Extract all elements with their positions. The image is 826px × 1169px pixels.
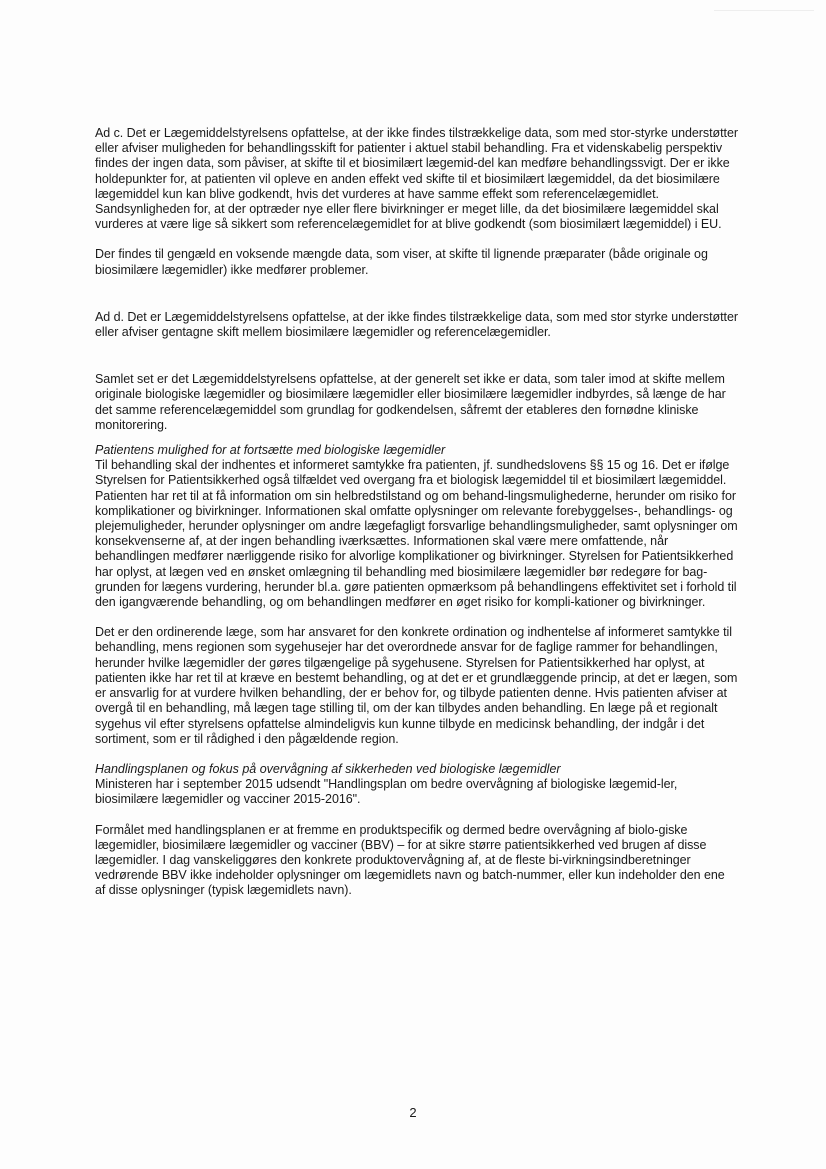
paragraph-ad-c: Ad c. Det er Lægemiddelstyrelsens opfattelse, at der ikke findes tilstrækkelige data, som med stor-styrke understøtter eller afviser muligheden for behandlingsskift for patienter i aktuel stabil behandling. Fra et videnskabelig perspektiv findes der ingen data, som påviser, at skifte til et biosimilært lægemid-del kan medføre behandlingssvigt. Der er ikke holdepunkter for, at patienten vil opleve en anden effekt ved skifte til et biosimilært lægemiddel, da det biosimilære lægemiddel kun kan blive godkendt, hvis det vurderes at have samme effekt som referencelægemidlet. Sandsynligheden for, at der optræder nye eller flere bivirkninger er meget lille, da det biosimilære lægemiddel skal vurderes at være lige så sikkert som referencelægemidlet for at blive godkendt (som biosimilært lægemiddel) i EU.	[95, 126, 738, 232]
document-body	[95, 126, 738, 899]
section-heading-action-plan: Handlingsplanen og fokus på overvågning af sikkerheden ved biologiske lægemidler	[95, 761, 561, 776]
paragraph-informed-consent: Til behandling skal der indhentes et informeret samtykke fra patienten, jf. sundhedslovens §§ 15 og 16. Det er ifølge Styrelsen for Patientsikkerhed også tilfældet ved overgang fra et biologisk lægemiddel til et biosimilært lægemiddel. Patienten har ret til at få information om sin helbredstilstand og om behand-lingsmulighederne, herunder om risiko for komplikationer og bivirkninger. Informationen skal omfatte oplysninger om relevante forebyggelses-, behandlings- og plejemuligheder, herunder oplysninger om andre lægefagligt forsvarlige behandlingsmuligheder, samt oplysninger om konsekvenserne af, at der ingen behandling iværksættes. Informationen skal være mere omfattende, når behandlingen medfører nærliggende risiko for alvorlige komplikationer og bivirkninger. Styrelsen for Patientsikkerhed har oplyst, at lægen ved en ønsket omlægning til behandling med biosimilære lægemidler bør redegøre for bag-grunden for lægens vurdering, herunder bl.a. gøre patienten opmærksom på behandlingens effektivitet set i forhold til den igangværende behandling, og om behandlingen medfører en øget risiko for kompli-kationer og bivirkninger.	[95, 458, 738, 610]
scan-edge-line	[714, 10, 814, 11]
paragraph-ordering-physician: Det er den ordinerende læge, som har ansvaret for den konkrete ordination og indhentelse af informeret samtykke til behandling, mens regionen som sygehusejer har det overordnede ansvar for de faglige rammer for behandlingen, herunder hvilke lægemidler der gøres tilgængelige på sygehusene. Styrelsen for Patientsikkerhed har oplyst, at patienten ikke har ret til at kræve en bestemt behandling, og at det er et grundlæggende princip, at det er lægen, som er ansvarlig for at vurdere hvilken behandling, der er behov for, og tilbyde patienten denne. Hvis patienten afviser at overgå til en behandling, må lægen tage stilling til, om der kan tilbydes anden behandling. En læge på et regionalt sygehus vil efter styrelsens opfattelse almindeligvis kun kunne tilbyde en medicinsk behandling, der indgår i det sortiment, som er til rådighed i den pågældende region.	[95, 625, 738, 746]
paragraph-ad-d: Ad d. Det er Lægemiddelstyrelsens opfattelse, at der ikke findes tilstrækkelige data, som med stor styrke understøtter eller afviser gentagne skift mellem biosimilære lægemidler og referencelægemidler.	[95, 309, 738, 340]
page-number: 2	[409, 1105, 417, 1120]
section-heading-patient-options: Patientens mulighed for at fortsætte med biologiske lægemidler	[95, 443, 446, 458]
paragraph-minister-action-plan: Ministeren har i september 2015 udsendt "Handlingsplan om bedre overvågning af biologiske lægemid-ler, biosimilære lægemidler og vacciner 2015-2016".	[95, 777, 678, 807]
paragraph-growing-data: Der findes til gengæld en voksende mængde data, som viser, at skifte til lignende præparater (både originale og biosimilære lægemidler) ikke medfører problemer.	[95, 247, 708, 277]
paragraph-summary: Samlet set er det Lægemiddelstyrelsens opfattelse, at der generelt set ikke er data, som taler imod at skifte mellem originale biologiske lægemidler og biosimilære lægemidler eller biosimilære lægemidler indbyrdes, så længe de har det samme referencelægemiddel som grundlag for godkendelsen, såfremt der etableres den fornødne kliniske monitorering.	[95, 372, 726, 432]
paragraph-purpose-action-plan: Formålet med handlingsplanen er at fremme en produktspecifik og dermed bedre overvågning af biolo-giske lægemidler, biosimilære lægemidler og vacciner (BBV) – for at sikre større patientsikkerhed ved brugen af disse lægemidler. I dag vanskeliggøres den konkrete produktovervågning af, at de fleste bi-virkningsindberetninger vedrørende BBV ikke indeholder oplysninger om lægemidlets navn og batch-nummer, eller kun indeholder den ene af disse oplysninger (typisk lægemidlets navn).	[95, 822, 725, 898]
